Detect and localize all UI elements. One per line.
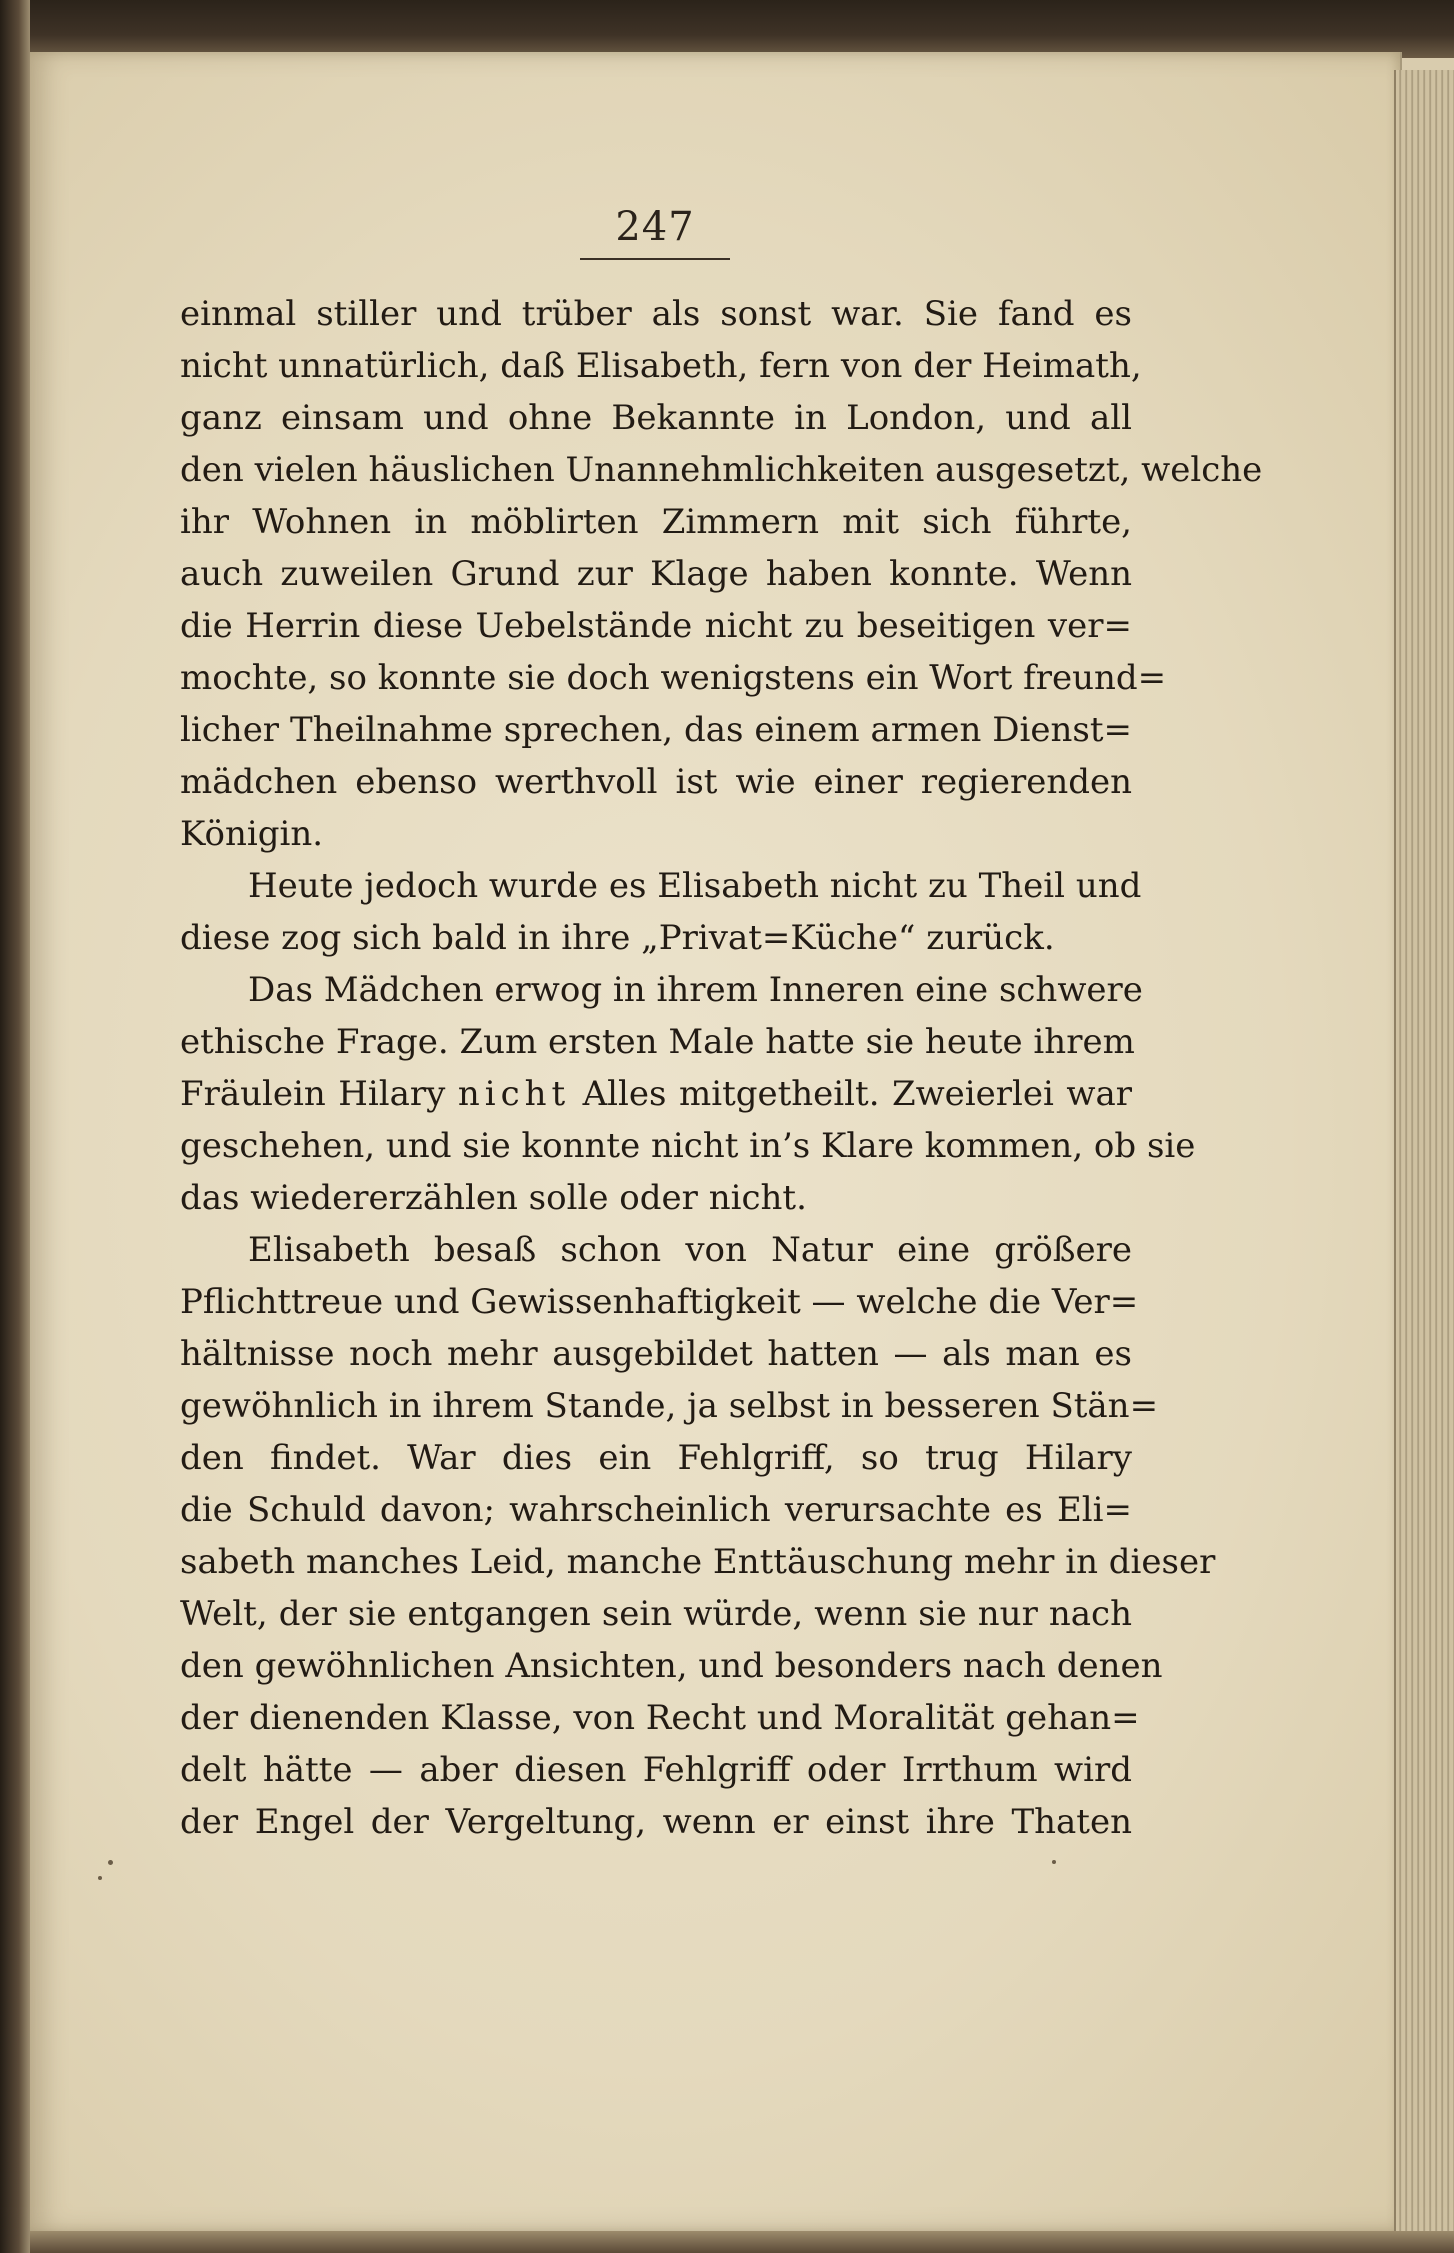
text-line: mädchen ebenso werthvoll ist wie einer regierenden bbox=[180, 762, 1132, 802]
text-run: Alles mitgetheilt. Zweierlei war bbox=[570, 1074, 1132, 1114]
text-run: Fräulein Hilary bbox=[180, 1074, 458, 1114]
text-line: geschehen, und sie konnte nicht in’s Klare kommen, ob sie bbox=[180, 1126, 1196, 1166]
text-line: Elisabeth besaß schon von Natur eine größere bbox=[248, 1230, 1132, 1270]
text-line: Königin. bbox=[180, 814, 324, 854]
paper-speck bbox=[98, 1876, 102, 1880]
text-line: der Engel der Vergeltung, wenn er einst ihre Thaten bbox=[180, 1802, 1132, 1842]
book-spine-shadow bbox=[0, 0, 34, 2253]
text-line: ganz einsam und ohne Bekannte in London, und all bbox=[180, 398, 1132, 438]
text-line: Pflichttreue und Gewissenhaftigkeit — welche die Ver= bbox=[180, 1282, 1139, 1322]
page-body-text bbox=[180, 288, 1263, 1848]
text-line bbox=[180, 1068, 1132, 1120]
text-line: hältnisse noch mehr ausgebildet hatten — als man es bbox=[180, 1334, 1132, 1374]
text-line: die Herrin diese Uebelstände nicht zu beseitigen ver= bbox=[180, 606, 1132, 646]
text-line: ethische Frage. Zum ersten Male hatte sie heute ihrem bbox=[180, 1022, 1135, 1062]
text-line: der dienenden Klasse, von Recht und Moralität gehan= bbox=[180, 1698, 1140, 1738]
text-line: den gewöhnlichen Ansichten, und besonders nach denen bbox=[180, 1646, 1163, 1686]
text-line: Das Mädchen erwog in ihrem Inneren eine schwere bbox=[248, 970, 1143, 1010]
page-stack-edges bbox=[1394, 70, 1454, 2253]
page-number: 247 bbox=[615, 204, 695, 250]
paper-speck bbox=[1052, 1860, 1056, 1864]
text-line: ihr Wohnen in möblirten Zimmern mit sich führte, bbox=[180, 502, 1132, 542]
text-line: sabeth manches Leid, manche Enttäuschung mehr in dieser bbox=[180, 1542, 1216, 1582]
text-line: nicht unnatürlich, daß Elisabeth, fern von der Heimath, bbox=[180, 346, 1142, 386]
page-number-rule bbox=[580, 258, 730, 260]
text-line: licher Theilnahme sprechen, das einem armen Dienst= bbox=[180, 710, 1132, 750]
text-line: Welt, der sie entgangen sein würde, wenn sie nur nach bbox=[180, 1594, 1132, 1634]
book-bottom-edge bbox=[30, 2231, 1454, 2253]
text-line: gewöhnlich in ihrem Stande, ja selbst in besseren Stän= bbox=[180, 1386, 1159, 1426]
text-line: die Schuld davon; wahrscheinlich verursachte es Eli= bbox=[180, 1490, 1132, 1530]
emphasized-word: nicht bbox=[457, 1074, 571, 1114]
text-line: delt hätte — aber diesen Fehlgriff oder Irrthum wird bbox=[180, 1750, 1132, 1790]
text-line: mochte, so konnte sie doch wenigstens ein Wort freund= bbox=[180, 658, 1167, 698]
text-line: einmal stiller und trüber als sonst war. Sie fand es bbox=[180, 294, 1132, 334]
text-line: Heute jedoch wurde es Elisabeth nicht zu Theil und bbox=[248, 866, 1142, 906]
text-line: den vielen häuslichen Unannehmlichkeiten ausgesetzt, welche bbox=[180, 450, 1263, 490]
text-line: auch zuweilen Grund zur Klage haben konnte. Wenn bbox=[180, 554, 1132, 594]
text-line: das wiedererzählen solle oder nicht. bbox=[180, 1178, 807, 1218]
paper-speck bbox=[108, 1860, 113, 1865]
book-cover-top-edge bbox=[30, 0, 1454, 58]
text-line: den findet. War dies ein Fehlgriff, so trug Hilary bbox=[180, 1438, 1132, 1478]
text-line: diese zog sich bald in ihre „Privat=Küche“ zurück. bbox=[180, 918, 1055, 958]
